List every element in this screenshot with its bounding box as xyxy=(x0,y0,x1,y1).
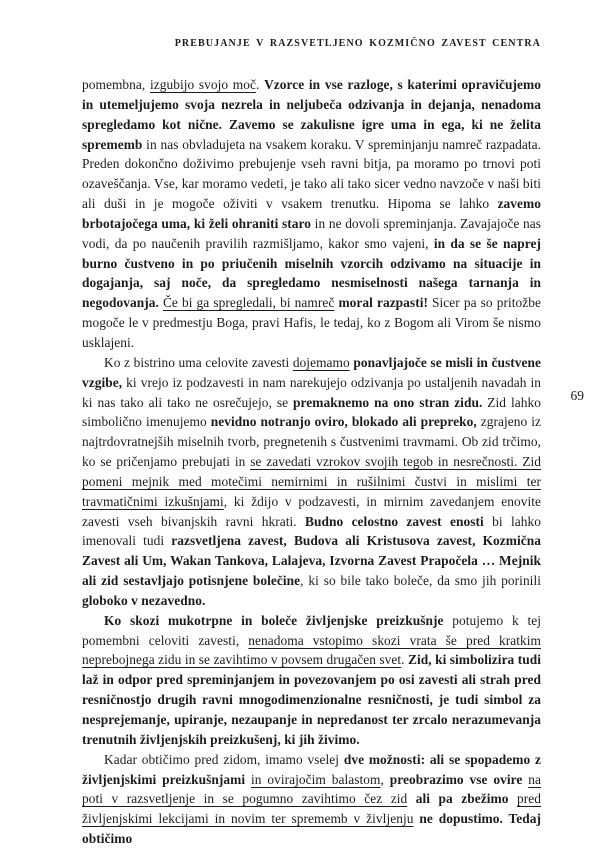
text-run: Budno celostno zavest enosti xyxy=(305,513,484,529)
text-run: ki vrejo iz podzavesti in nam narekujejo odzivanja po ustaljenih navadah in ki nas tako ali tako ne osrečujejo, se xyxy=(82,374,541,410)
text-run: Zid, ki simbolizira tudi laž in odpor pred spreminjanjem in povezovanjem po osi zavesti ali strah pred resničnostjo drugih ravni mnogodimenzionalne resničnosti, je tudi simbol za nesprejemanje, upiranje, nezaupanje in nepredanost ter zrcalo nerazumevanja trenutnih življenjskih preizkušenj, ki jih živimo. xyxy=(82,652,542,747)
text-run: globoko v nezavedno. xyxy=(82,592,206,608)
text-run: moral razpasti! xyxy=(338,295,428,311)
paragraph xyxy=(82,750,541,849)
text-run: Zid lahko simbolično imenujemo xyxy=(82,394,541,430)
text-run: zavemo brbotajočega uma, ki želi ohraniti staro xyxy=(82,196,541,231)
text-run: in da se še naprej burno čustveno in po priučenih miselnih vzorcih odzivamo na situacije in dogajanja, saj noče, da spregledamo nesmiselnosti našega tarnanja in negodovanja. xyxy=(82,235,541,311)
text-run: nevidno notranjo oviro, blokado ali prepreko, xyxy=(210,414,477,430)
text-run: pred življenjskimi lekcijami in novim ter sprememb v življenju xyxy=(82,791,541,827)
text-run: izgubijo svojo moč xyxy=(149,77,257,92)
text-run: razsvetljena zavest, Budova ali Kristusova zavest, Kozmična Zavest ali Um, Wakan Tankova, Lalajeva, Izvorna Zavest Prapočela … Mejnik ali zid sestavljajo potisnjene bolečine xyxy=(82,533,542,589)
text-run: , ki so bile tako boleče, da smo jih porinili xyxy=(300,573,541,589)
text-run: Če bi ga spregledali, bi namreč xyxy=(162,295,335,311)
text-run: dve možnosti: ali se spopademo z življenjskimi preizkušnjami xyxy=(82,751,541,787)
text-run: Vzorce in vse razloge, s katerimi opravičujemo in utemeljujemo svoja nezrela in neljubeča odzivanja in dejanja, nenadoma spregledamo kot nične. Zavemo se zakulisne igre uma in ega, ki ne želita sprememb xyxy=(82,77,541,152)
text-run: Ko z bistrino uma celovite zavesti xyxy=(104,354,293,370)
text-run: dojemamo xyxy=(292,354,350,370)
text-run xyxy=(509,791,518,806)
text-run: preobrazimo vse ovire xyxy=(389,771,523,787)
text-run: . xyxy=(401,652,408,668)
paragraph xyxy=(82,75,541,353)
text-run: Sicer pa so pritožbe mogoče le v predmestju Boga, pravi Hafis, le tedaj, ko z Bogom ali Virom še nismo usklajeni. xyxy=(82,295,541,350)
text-run: zgrajeno iz najtrdovratnejših miselnih tvorb, pregnetenih s čustvenimi travmami. Ob zid trčimo, ko se pričenjamo prebujati in xyxy=(82,414,541,470)
text-run: nenadoma vstopimo skozi vrata še pred kratkim neprebojnega zidu in se zavihtimo v povsem drugačen svet xyxy=(82,632,541,668)
text-run: bi lahko imenovali tudi xyxy=(82,513,542,549)
paragraph xyxy=(82,353,541,611)
text-run: potujemo k tej pomembni celoviti zavesti, xyxy=(82,612,541,648)
text-run: , ki ždijo v podzavesti, in mirnim zavedanjem enovite zavesti vseh bivanjskih ravni hkrati. xyxy=(82,493,541,529)
page-number: 69 xyxy=(570,388,584,403)
paragraph xyxy=(82,611,541,750)
text-run: premaknemo na ono stran zidu. xyxy=(293,394,483,410)
body-text xyxy=(82,75,541,849)
text-run: in nas obvladujeta na vsakem koraku. V spreminjanju namreč razpadata. Preden dokončno doživimo prebujenje vseh ravni bitja, pa moramo po trnovi poti ozaveščanja. Vse, kar moramo vedeti, je tako ali tako sicer vedno navzoče v naši biti ali duši in je mogoče oživiti v vsakem trenutku. Hipoma se lahko xyxy=(82,136,541,212)
text-run: in ovirajočim balastom xyxy=(251,771,381,787)
text-run xyxy=(407,791,416,806)
text-run: ne dopustimo. Tedaj obtičimo xyxy=(82,811,541,847)
text-run: se zavedati vzrokov svojih tegob in nesrečnosti. Zid pomeni mejnik med motečimi nemirnimi in rušilnimi čustvi in mislimi ter travmatičnimi izkušnjami xyxy=(82,454,541,509)
text-run: . xyxy=(256,77,265,92)
text-run: ponavljajoče se misli in čustvene vzgibe, xyxy=(82,354,541,390)
text-run: na poti v razsvetljenje in se pogumno zavihtimo čez zid xyxy=(82,771,541,807)
text-run: Kadar obtičimo pred zidom, imamo vselej xyxy=(104,751,344,767)
text-run: Ko skozi mukotrpne in boleče življenjske preizkušnje xyxy=(104,612,444,628)
text-run: pomembna, xyxy=(82,77,150,92)
text-run: , xyxy=(380,771,390,787)
text-run: ali pa zbežimo xyxy=(415,791,509,807)
text-run: in ne dovoli spreminjanja. Zavajajoče nas vodi, da po naučenih pravilih razmišljamo, kakor smo vajeni, xyxy=(82,215,541,251)
running-header: PREBUJANJE V RAZSVETLJENO KOZMIČNO ZAVEST CENTRA xyxy=(174,38,541,49)
